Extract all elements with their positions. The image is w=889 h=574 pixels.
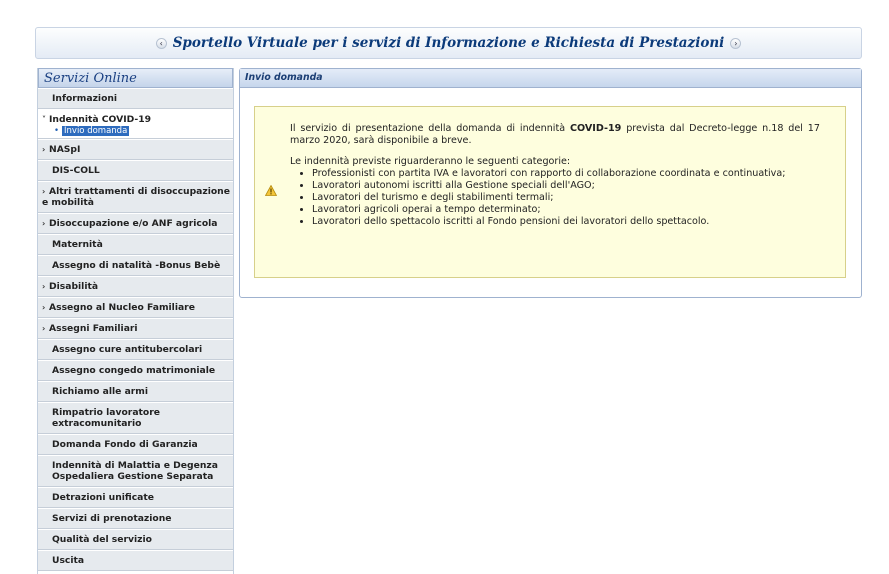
sidebar-item-label: Disoccupazione e/o ANF agricola	[49, 218, 218, 229]
sidebar-item-label: NASpI	[49, 144, 81, 155]
chevron-right-icon[interactable]: ›	[730, 38, 741, 49]
warning-icon	[265, 185, 277, 196]
sidebar-item[interactable]	[38, 339, 233, 360]
sidebar-item[interactable]	[38, 434, 233, 455]
sidebar-item[interactable]	[38, 487, 233, 508]
chevron-right-icon: ›	[42, 282, 46, 291]
sidebar-item[interactable]	[38, 508, 233, 529]
sidebar	[37, 68, 234, 574]
chevron-right-icon: ›	[42, 303, 46, 312]
submenu-link-invio-domanda[interactable]: Invio domanda	[64, 126, 128, 136]
intro-paragraph	[290, 123, 820, 147]
sidebar-item-label: Rimpatrio lavoratore extracomunitario	[52, 407, 161, 429]
page-title: Sportello Virtuale per i servizi di Informazione e Richiesta di Prestazioni	[172, 35, 725, 51]
chevron-right-icon: ›	[42, 324, 46, 333]
sidebar-menu	[38, 88, 233, 571]
sidebar-item[interactable]	[38, 550, 233, 571]
sidebar-item[interactable]	[38, 318, 233, 339]
sidebar-item[interactable]	[38, 139, 233, 160]
page-header	[35, 27, 862, 59]
sidebar-item[interactable]	[38, 297, 233, 318]
sidebar-item-label: Assegno al Nucleo Familiare	[49, 302, 195, 313]
chevron-down-icon: ˅	[42, 115, 46, 124]
main-panel	[239, 68, 862, 298]
sidebar-item-label: Qualità del servizio	[52, 534, 152, 545]
sidebar-item[interactable]	[38, 255, 233, 276]
sidebar-item-label: Indennità COVID-19	[49, 114, 152, 125]
sidebar-item-label: Assegno cure antitubercolari	[52, 344, 203, 355]
chevron-right-icon: ›	[42, 145, 46, 154]
chevron-right-icon: ›	[42, 219, 46, 228]
notice-box	[254, 106, 846, 278]
sidebar-item[interactable]	[38, 455, 233, 487]
sidebar-item-label: Disabilità	[49, 281, 99, 292]
sidebar-item-label: Domanda Fondo di Garanzia	[52, 439, 198, 450]
sidebar-item[interactable]	[38, 160, 233, 181]
intro-bold: COVID-19	[569, 123, 622, 134]
category-item: • Lavoratori autonomi iscritti alla Gestione speciali dell'AGO;	[312, 180, 820, 192]
sidebar-item-label: DIS-COLL	[52, 165, 100, 176]
category-item: • Professionisti con partita IVA e lavoratori con rapporto di collaborazione coordinata e continuativa;	[312, 168, 820, 180]
sidebar-item[interactable]	[38, 402, 233, 434]
category-item: • Lavoratori agricoli operai a tempo determinato;	[312, 204, 820, 216]
sidebar-item[interactable]	[38, 213, 233, 234]
chevron-right-icon: ›	[42, 187, 46, 196]
sidebar-item-label: Servizi di prenotazione	[52, 513, 172, 524]
categories-intro: Le indennità previste riguarderanno le seguenti categorie:	[290, 156, 571, 167]
category-item: • Lavoratori dello spettacolo iscritti al Fondo pensioni dei lavoratori dello spettacolo.	[312, 216, 820, 228]
sidebar-item-label: Assegno di natalità -Bonus Bebè	[52, 260, 221, 271]
sidebar-item-label: Uscita	[52, 555, 85, 566]
sidebar-item[interactable]	[38, 381, 233, 402]
intro-text-end: prevista dal Decreto-legge n.18 del 17 marzo 2020, sarà disponibile a breve.	[290, 123, 820, 146]
notice-text	[290, 123, 820, 228]
sidebar-item[interactable]	[38, 88, 233, 109]
sidebar-item[interactable]	[38, 276, 233, 297]
main-panel-title: Invio domanda	[240, 69, 861, 88]
sidebar-item-label: Assegno congedo matrimoniale	[52, 365, 216, 376]
categories-list	[290, 168, 820, 228]
sidebar-item[interactable]	[38, 360, 233, 381]
sidebar-item-label: Indennità di Malattia e Degenza Ospedaliera Gestione Separata	[52, 460, 218, 482]
sidebar-item[interactable]	[38, 234, 233, 255]
intro-text: Il servizio di presentazione della domanda di indennità	[290, 123, 570, 134]
sidebar-item[interactable]	[38, 181, 233, 213]
sidebar-item-label: Informazioni	[52, 93, 118, 104]
sidebar-item-label: Detrazioni unificate	[52, 492, 154, 503]
category-item: • Lavoratori del turismo e degli stabilimenti termali;	[312, 192, 820, 204]
bullet-icon: •	[54, 126, 60, 136]
sidebar-item-label: Altri trattamenti di disoccupazione e mobilità	[42, 186, 230, 208]
sidebar-item[interactable]	[38, 529, 233, 550]
sidebar-item-label: Assegni Familiari	[49, 323, 138, 334]
sidebar-item-label: Maternità	[52, 239, 103, 250]
sidebar-item-label: Richiamo alle armi	[52, 386, 149, 397]
submenu-item[interactable]	[54, 126, 230, 136]
sidebar-item[interactable]	[38, 109, 233, 139]
sidebar-title: Servizi Online	[38, 68, 233, 88]
chevron-left-icon[interactable]: ‹	[156, 38, 167, 49]
